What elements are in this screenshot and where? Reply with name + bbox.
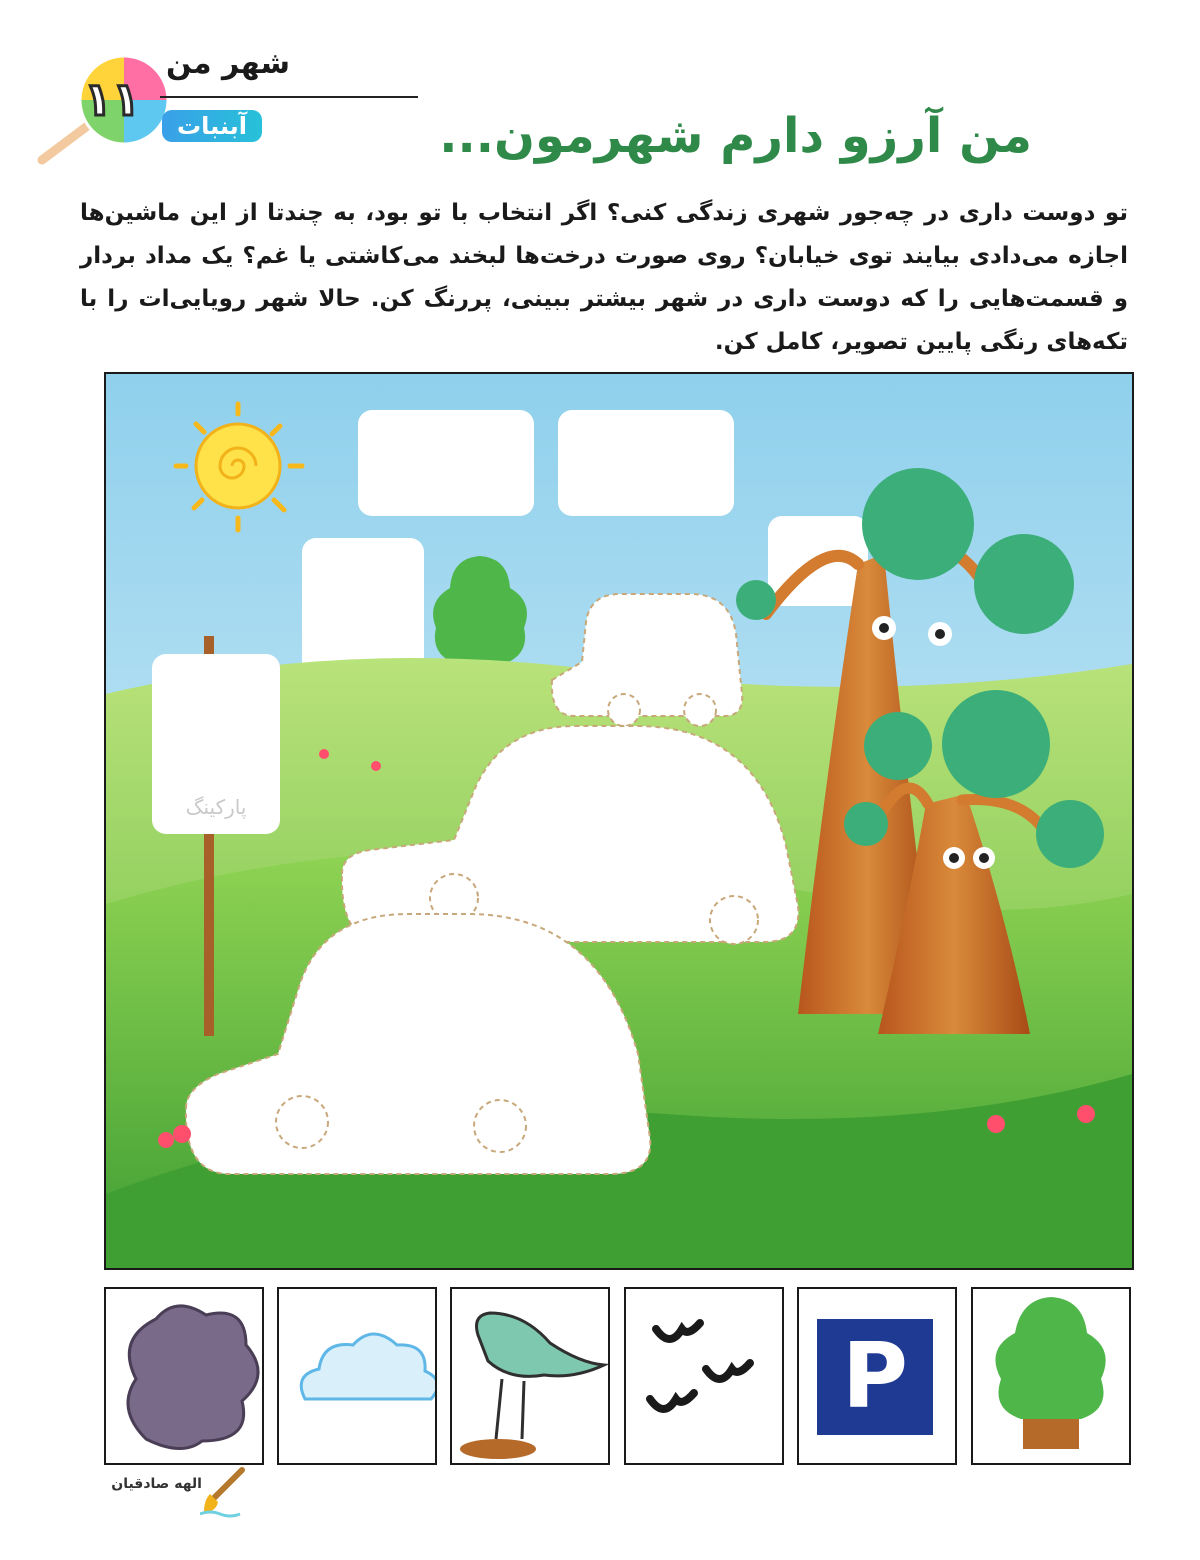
birds-icon [626, 1289, 782, 1463]
parking-icon: P [817, 1319, 933, 1435]
section-divider [160, 96, 418, 98]
illustrator-credit: الهه صادقیان [111, 1476, 202, 1492]
sticker-cloud[interactable] [277, 1287, 437, 1465]
magazine-logo: آبنبات [162, 110, 262, 142]
sticker-smoke[interactable] [104, 1287, 264, 1465]
scene-illustration [104, 372, 1134, 1270]
sticker-tree[interactable] [971, 1287, 1131, 1465]
paintbrush-icon [200, 1466, 248, 1518]
sign-text: پارکینگ [185, 795, 247, 819]
sticker-slot [558, 410, 734, 516]
sticker-slot [358, 410, 534, 516]
intro-paragraph: تو دوست داری در چه‌جور شهری زندگی کنی؟ اگر انتخاب با تو بود، به چندتا از این ماشین‌ها اجازه می‌دادی بیایند توی خیابان؟ روی صورت درخت‌ها لبخند می‌کاشتی یا غم؟ یک مداد بردار و قسمت‌هایی را که دوست داری در شهر بیشتر ببینی، پررنگ کن. حالا شهر رویایی‌ات را با تکه‌های رنگی پایین تصویر، کامل کن. [80, 200, 1128, 355]
tree-icon [973, 1289, 1129, 1463]
cloud-icon [279, 1289, 435, 1463]
smoke-icon [106, 1289, 262, 1463]
sticker-parking[interactable] [797, 1287, 957, 1465]
bird-icon [452, 1289, 608, 1463]
section-title: شهر من [166, 46, 290, 81]
sticker-bird[interactable] [450, 1287, 610, 1465]
sticker-birds[interactable] [624, 1287, 784, 1465]
page-number: ۱۱ [83, 72, 141, 126]
page-title: من آرزو دارم شهرمون... [439, 108, 1032, 164]
